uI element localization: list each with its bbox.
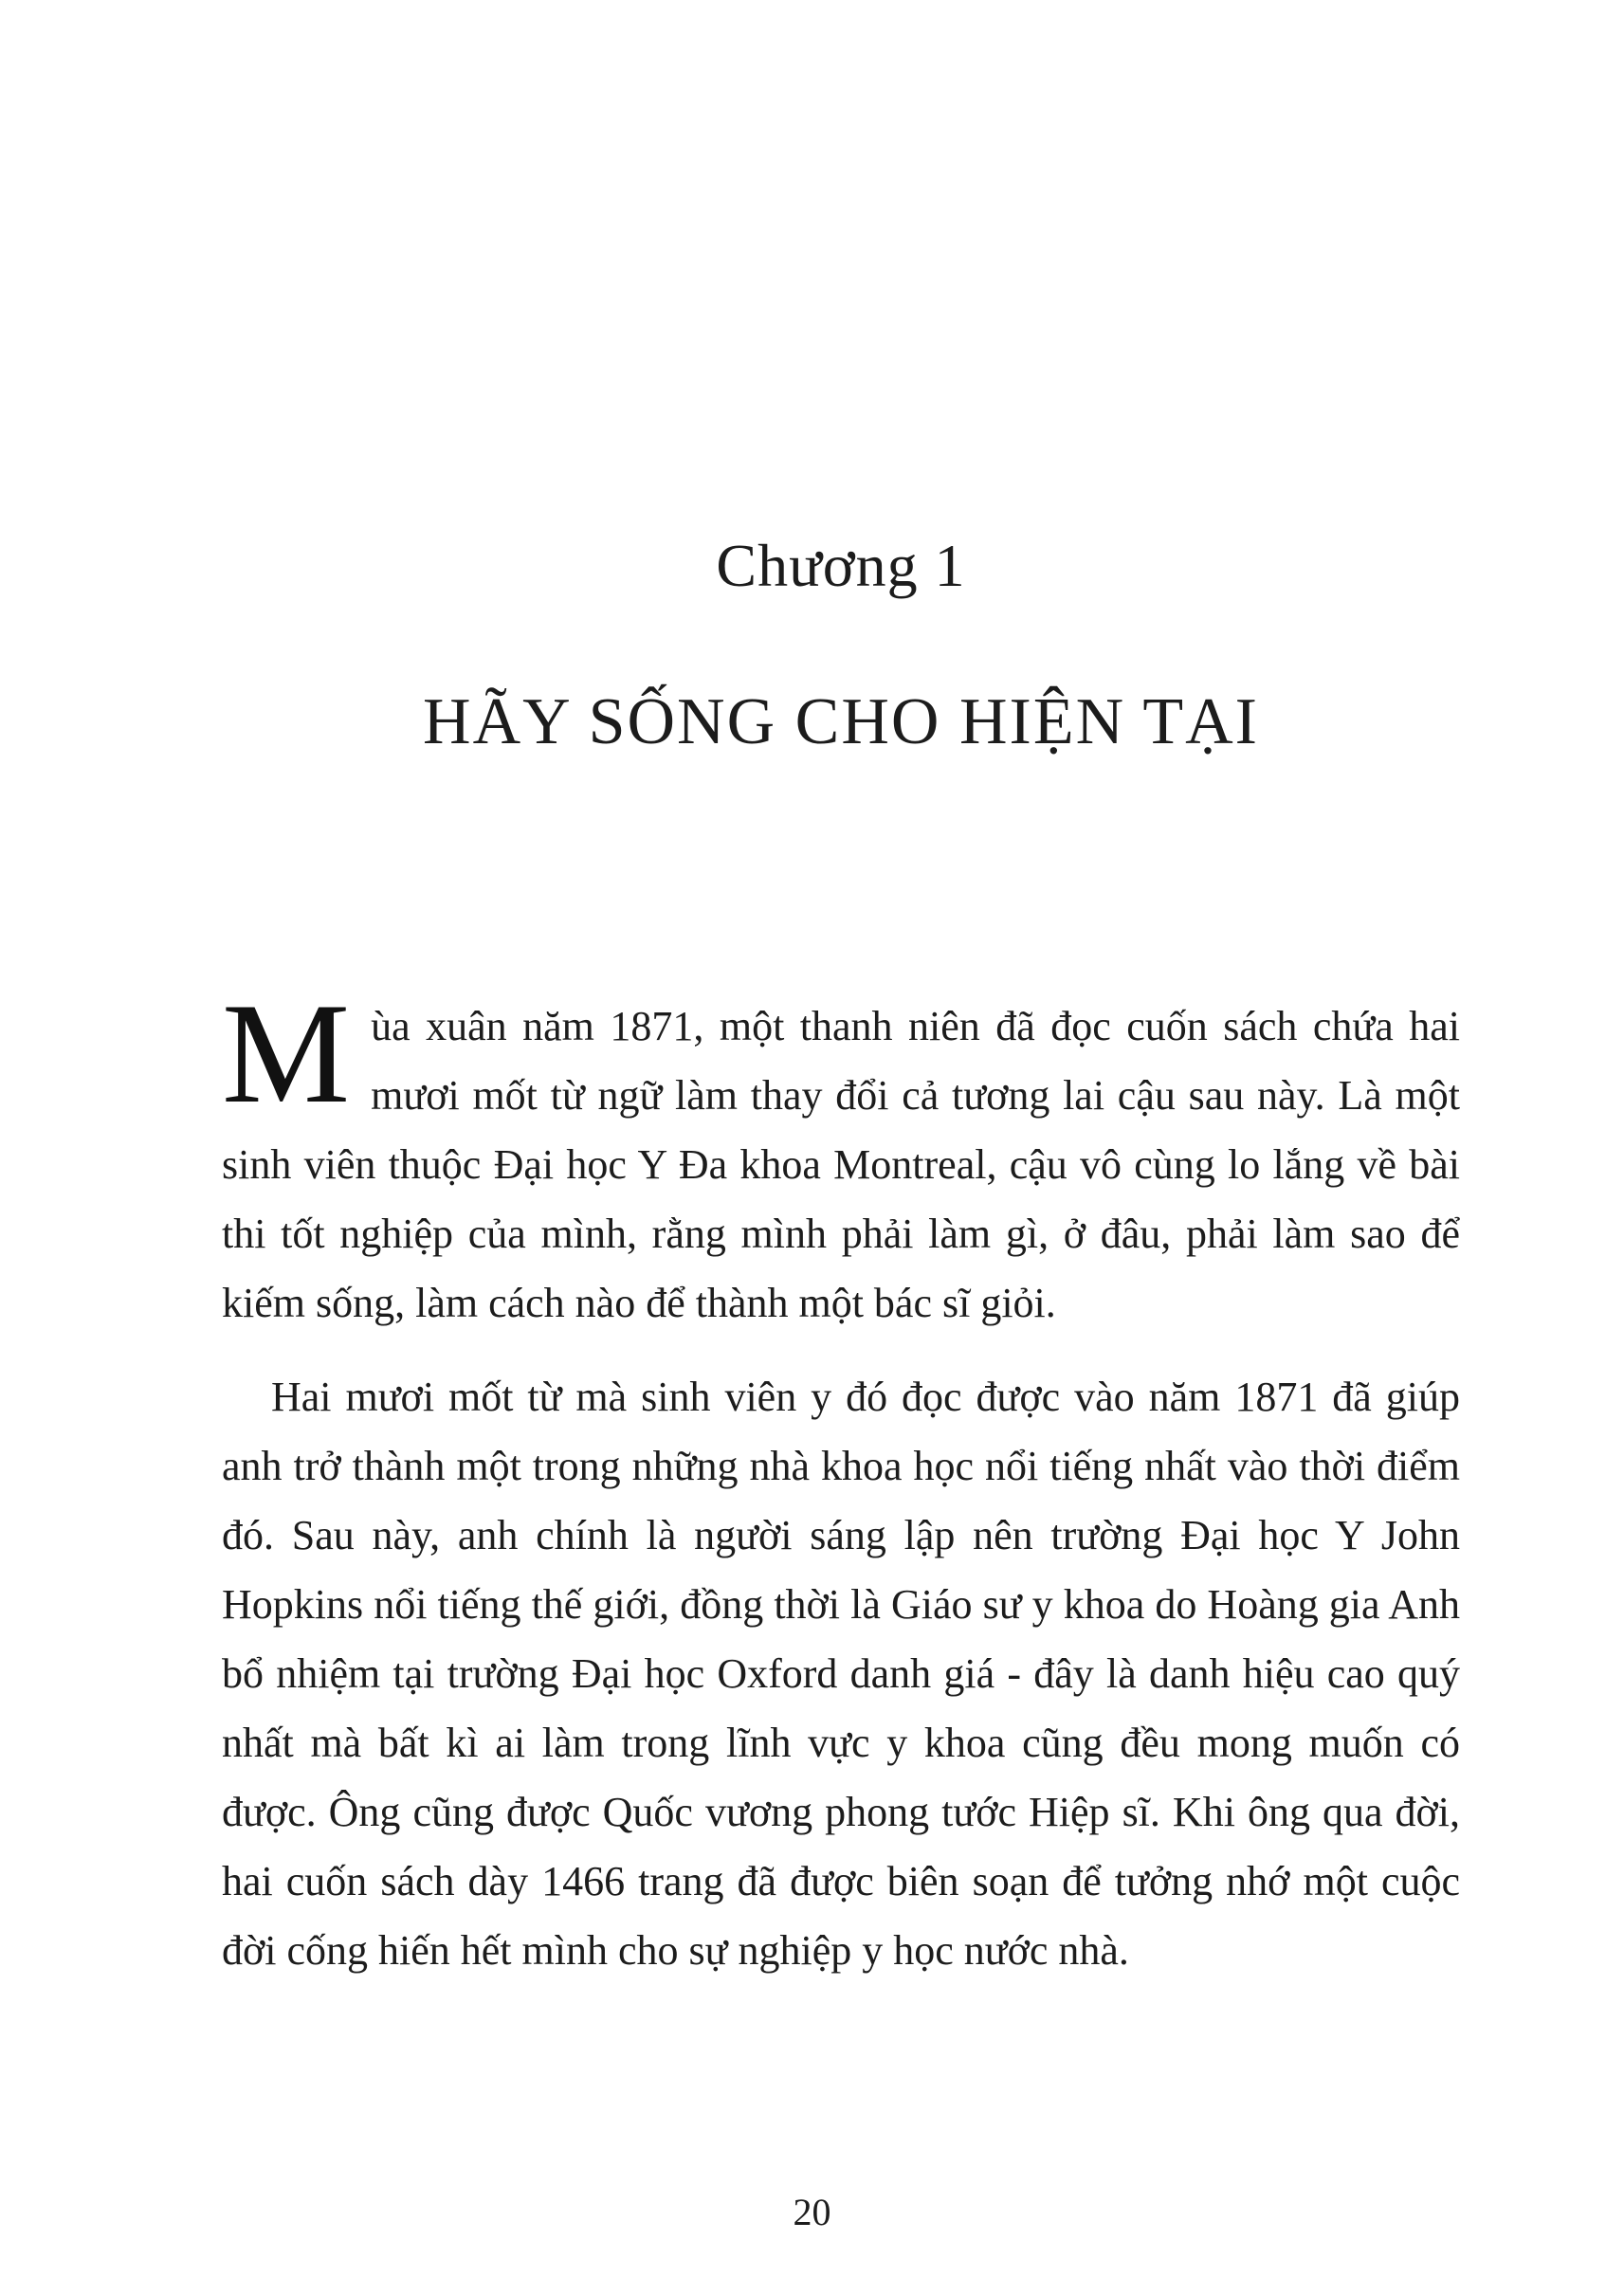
chapter-title: HÃY SỐNG CHO HIỆN TẠI (423, 685, 1259, 758)
text-block (222, 0, 1460, 2010)
paragraph-text: ùa xuân năm 1871, một thanh niên đã đọc cuốn sách chứa hai mươi mốt từ ngữ làm thay đổi cả tương lai cậu sau này. Là một sinh viên thuộc Đại học Y Đa khoa Montreal, cậu vô cùng lo lắng về bài thi tốt nghiệp của mình, rằng mình phải làm gì, ở đâu, phải làm sao để kiếm sống, làm cách nào để thành một bác sĩ giỏi. (222, 1003, 1460, 1326)
chapter-label: Chương 1 (716, 532, 966, 599)
paragraph: Hai mươi mốt từ mà sinh viên y đó đọc được vào năm 1871 đã giúp anh trở thành một trong những nhà khoa học nổi tiếng nhất vào thời điểm đó. Sau này, anh chính là người sáng lập nên trường Đại học Y John Hopkins nổi tiếng thế giới, đồng thời là Giáo sư y khoa do Hoàng gia Anh bổ nhiệm tại trường Đại học Oxford danh giá - đây là danh hiệu cao quý nhất mà bất kì ai làm trong lĩnh vực y khoa cũng đều mong muốn có được. Ông cũng được Quốc vương phong tước Hiệp sĩ. Khi ông qua đời, hai cuốn sách dày 1466 trang đã được biên soạn để tưởng nhớ một cuộc đời cống hiến hết mình cho sự nghiệp y học nước nhà. (222, 1374, 1460, 1974)
dropcap-letter: M (222, 974, 351, 1133)
body-text (222, 760, 1460, 1985)
page-number: 20 (793, 2191, 831, 2233)
paragraph (222, 974, 1460, 1338)
